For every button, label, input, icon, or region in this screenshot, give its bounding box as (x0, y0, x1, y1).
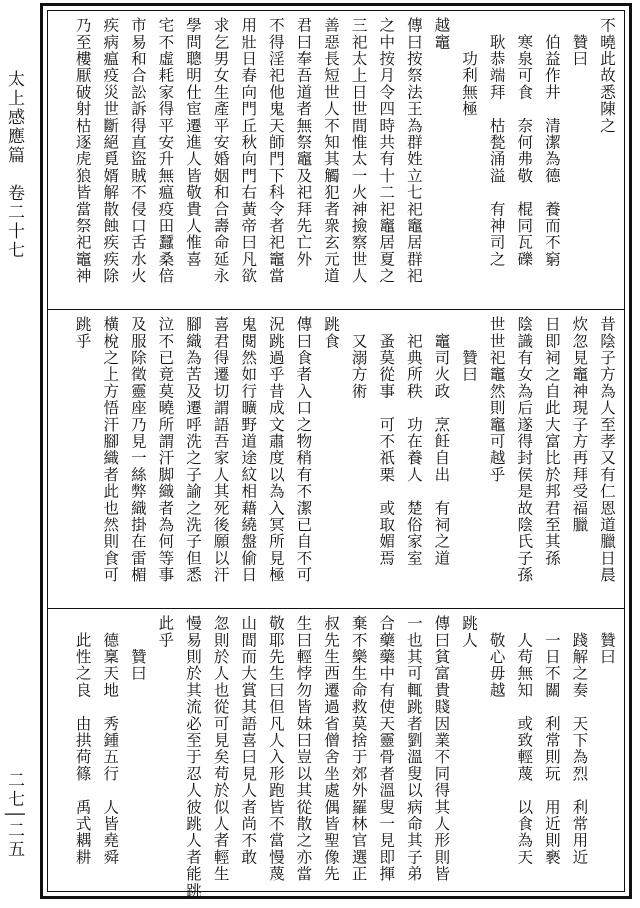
text-column: 橫梲之上方悟汗腳織者此也然則食可 (101, 316, 120, 584)
text-column: 腳織為苦及遷呼洗之子諭之洗子但悉 (184, 316, 202, 584)
text-column: 贊曰 (570, 17, 589, 68)
text-column: 市易和合訟訴得直盜賊不侵口舌水火 (128, 17, 147, 285)
text-column: 跳乎 (73, 316, 92, 350)
text-column: 此乎 (156, 615, 175, 649)
panel-top-columns (54, 17, 618, 302)
text-column: 又溺方術 (349, 316, 368, 400)
text-column: 贊曰 (460, 316, 478, 383)
text-column: 不曉此故悉陳之 (598, 17, 616, 134)
text-column: 乃至樓厭破射枯逐虎狼皆當祭祀竈神 (73, 17, 92, 285)
text-column: 忽則於人也從可見矣苟於似人者輕生 (211, 615, 230, 883)
text-column: 日即祠之自此大富比於邦君至其孫 (542, 316, 561, 567)
text-column: 此性之良 由拱荷篠 禹式耦耕 (73, 615, 92, 866)
text-column: 宅不虛耗家得平安升無瘟疫田蠶桑倍 (156, 17, 175, 285)
panel-top (48, 11, 624, 308)
page-number-margin: 二七│二五 (4, 770, 24, 860)
text-column: 炊忽見竈神現子方再拜受福臘 (570, 316, 589, 534)
text-column: 叔先生西遷過省僧舍坐處偶皆聖像先 (322, 615, 340, 883)
text-column: 用壯日春向門丘秋向門右黃帝曰凡欲 (239, 17, 258, 285)
page-frame (40, 3, 632, 899)
text-column: 陰識有女為后遂得封侯是故陰氏子孫 (515, 316, 534, 584)
panel-bottom (48, 609, 624, 899)
text-column: 學問聰明仕宦遷進人皆敬貴人惟喜 (184, 17, 202, 268)
text-column: 世世祀竈然則竈可越乎 (487, 316, 506, 483)
text-column: 功利無極 (460, 17, 478, 118)
text-column: 況跳過乎昔成文肅度以為入冥所見極 (266, 316, 285, 584)
text-column: 合藥藥中有使天靈骨者溫叟一見即揮 (377, 615, 396, 883)
text-column: 君曰奉吾道者無祭竈及祀拜先亡外 (294, 17, 313, 268)
text-column: 昔陰子方為人至孝又有仁恩道臘日晨 (598, 316, 616, 584)
book-title-margin: 太上感應篇 卷二十七 (4, 70, 24, 260)
text-column: 善惡長短世人不知其觸犯者衆玄元道 (322, 17, 340, 285)
text-column: 疾病瘟疫災世斷絕覓婿解散蝕疾疾除 (101, 17, 120, 285)
text-column: 求乞男女生產平安婚姻和合壽命延永 (211, 17, 230, 285)
text-column: 人苟無知 或致輕蔑 以食為天 (515, 615, 534, 866)
text-column: 祀典所秩 功在養人 楚俗家室 (404, 316, 423, 567)
text-column: 伯益作井 清潔為德 養而不窮 (542, 17, 561, 268)
text-column: 寒泉可食 奈何弗敬 棍同瓦礫 (515, 17, 534, 268)
text-column: 生曰輕悖勿皆妹曰豈以其從散之亦當 (294, 615, 313, 883)
text-column: 鬼閱然如行曠野道途紋相藉繞盤偷日 (239, 316, 258, 584)
text-column: 傳曰貧富貴賤因業不同得其人形則皆 (432, 615, 451, 883)
text-column: 跳食 (322, 316, 340, 350)
text-column: 敬耶先生曰但凡人入形跑皆不當慢蔑 (266, 615, 285, 883)
text-column: 越竈 (432, 17, 451, 51)
text-column: 之中按月令四時共有十二祀竈居夏之 (377, 17, 396, 285)
text-column: 一日不關 利常則玩 用近則褻 (542, 615, 561, 866)
text-column: 一也其可輒跳者劉溫叟以病命其子弟 (404, 615, 423, 883)
text-column: 蚤莫從事 可不祇栗 或取媚焉 (377, 316, 396, 567)
text-column: 贊曰 (128, 615, 147, 682)
text-column: 跳人 (460, 615, 478, 649)
text-column: 喜君得遷切謂語吾家人其死後願以汗 (211, 316, 230, 584)
text-column: 山間而大賞其語喜曰見人者尚不敢 (239, 615, 258, 866)
text-column: 不得淫祀他鬼天師門下科令者祀竈當 (266, 17, 285, 285)
text-column: 及服除徵靈座乃見一絲弊織掛在雷楣 (128, 316, 147, 584)
panel-bottom-columns (54, 615, 618, 899)
text-column: 慢易則於其流必至于忍人彼跳人者能跳 (184, 615, 202, 899)
text-column: 竈司火政 烹飪自出 有祠之道 (432, 316, 451, 567)
text-column: 三祀太上日世間惟太一火神撿察世人 (349, 17, 368, 285)
inner-frame (47, 10, 625, 899)
text-column: 德稟天地 秀鍾五行 人皆堯舜 (101, 615, 120, 866)
text-column: 耿恭端拜 枯甃涌溢 有神司之 (487, 17, 506, 268)
text-column: 傳曰食者入口之物稍有不潔已自不可 (294, 316, 313, 584)
panel-middle (48, 310, 624, 607)
text-column: 踐解之奏 天下為烈 利常用近 (570, 615, 589, 866)
text-column: 敬心毋越 (487, 615, 506, 699)
text-column: 泣不已竟莫曉所謂汗脚織者為何等事 (156, 316, 175, 584)
text-column: 棄不樂生命救莫捨于郊外羅林官選正 (349, 615, 368, 883)
text-column: 傳曰按祭法王為群姓立七祀竈居群祀 (404, 17, 423, 285)
text-column: 贊曰 (598, 615, 616, 666)
panel-middle-columns (54, 316, 618, 601)
